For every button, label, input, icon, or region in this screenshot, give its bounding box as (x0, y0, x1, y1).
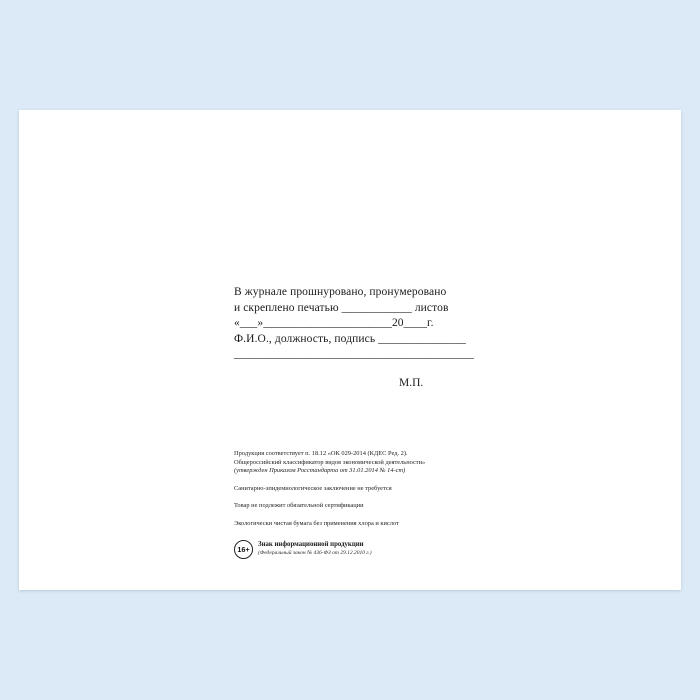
legal-spacer-3 (234, 511, 554, 520)
age-mark-row (234, 540, 554, 559)
certification-line-4: Ф.И.О., должность, подпись _______________ (234, 332, 466, 345)
legal-line-eco-paper: Экологически чистая бумага без применения хлора и кислот (234, 519, 399, 527)
age-mark-title: Знак информационной продукции (258, 541, 364, 549)
certification-block (234, 285, 534, 389)
legal-line-certification: Товар не подлежит обязательной сертификации (234, 502, 364, 510)
certification-line-2: и скреплено печатью ____________ листов (234, 301, 449, 314)
document-page (19, 110, 681, 590)
legal-spacer-1 (234, 476, 554, 485)
legal-notice-block (234, 450, 554, 559)
age-rating-icon: 16+ (234, 540, 253, 559)
seal-place-label: М.П. (399, 376, 424, 389)
legal-line-okved-3: (утвержден Приказом Росстандарта от 31.01.2014 № 14-ст) (234, 467, 406, 475)
legal-line-okved-2: Общероссийский классификатор видов экономической деятельности» (234, 458, 426, 466)
certification-line-1: В журнале прошнуровано, пронумеровано (234, 286, 447, 298)
certification-line-5: _________________________________________ (234, 348, 474, 360)
legal-line-okved-1: Продукция соответствует п. 18.12 «ОК 029-2014 (КДЕС Ред. 2). (234, 450, 408, 457)
age-mark-texts (258, 541, 372, 557)
legal-line-sanitary: Санитарно-эпидемиологическое заключение не требуется (234, 484, 392, 492)
legal-spacer-2 (234, 493, 554, 502)
certification-line-3: «___»______________________20____г. (234, 317, 434, 329)
age-mark-subtitle: (Федеральный закон № 436-ФЗ от 29.12.2010 г.) (258, 549, 372, 556)
